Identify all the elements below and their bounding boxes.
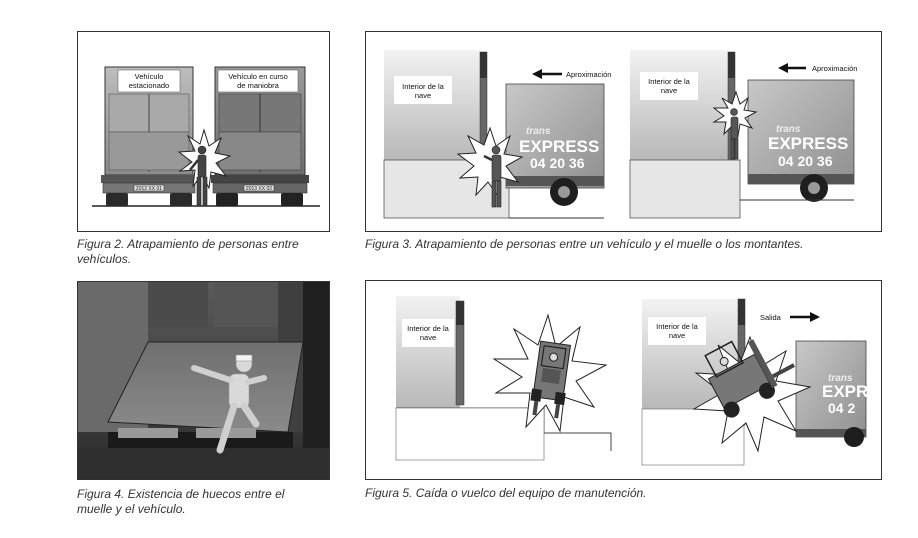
warehouse-wall: [630, 50, 728, 160]
approach-label: Aproximación: [566, 70, 612, 79]
maneuvering-vehicle-label-line2: de maniobra: [237, 81, 279, 90]
fig3-right-panel: [628, 44, 857, 220]
parked-vehicle-label-line1: Vehículo: [134, 72, 164, 81]
approach-label: Aproximación: [812, 64, 858, 73]
figure-2-caption: [77, 237, 335, 267]
interior-label-line1: Interior de la: [407, 324, 449, 333]
interior-label-line1: Interior de la: [648, 77, 690, 86]
figure-4-photo: [77, 281, 330, 480]
truck-brand-big: EXPR: [822, 382, 869, 401]
warehouse-wall: [396, 296, 460, 408]
truck-brand-big: EXPRESS: [519, 137, 600, 156]
figure-2-caption-line2: vehículos.: [77, 252, 132, 266]
maneuvering-vehicle-label-line1: Vehículo en curso: [228, 72, 288, 81]
fig5-right-panel: [642, 299, 868, 465]
truck-brand-small: trans: [776, 124, 801, 135]
plate-right: 2013 XX 02: [245, 186, 273, 192]
truck-number: 04 20 36: [530, 155, 585, 171]
truck-number: 04 20 36: [778, 153, 833, 169]
parked-vehicle-label-line2: estacionado: [128, 81, 170, 90]
exit-label: Salida: [760, 313, 781, 322]
truck-wheel-icon: [844, 427, 864, 447]
interior-label-line2: nave: [419, 333, 437, 342]
truck-box: [506, 84, 604, 188]
interior-label-line2: nave: [414, 91, 432, 100]
figure-4-caption-line1: Figura 4. Existencia de huecos entre el: [77, 487, 285, 501]
figure-4-caption-line2: muelle y el vehículo.: [77, 502, 186, 516]
warehouse-wall: [384, 50, 480, 160]
figure-5-caption: Figura 5. Caída o vuelco del equipo de manutención.: [365, 486, 647, 500]
truck-brand-big: EXPRESS: [768, 134, 849, 153]
truck-brand-small: trans: [828, 373, 853, 384]
figure-2-illustration: [77, 31, 330, 232]
figure-5-illustration: [365, 280, 882, 480]
plate-left: 2012 XX 01: [135, 186, 163, 192]
figure-3-illustration: [365, 31, 882, 232]
figure-2-caption-line1: Figura 2. Atrapamiento de personas entre: [77, 237, 299, 251]
interior-label-line1: Interior de la: [656, 322, 698, 331]
dock-platform: [630, 160, 740, 218]
fig5-left-panel: [396, 296, 611, 460]
figure-3-caption: Figura 3. Atrapamiento de personas entre un vehículo y el muelle o los montantes.: [365, 237, 804, 251]
interior-label-line1: Interior de la: [402, 82, 444, 91]
figure-4-caption: [77, 487, 335, 517]
fig3-left-panel: [380, 44, 611, 220]
interior-label-line2: nave: [660, 86, 678, 95]
truck-number: 04 2: [828, 400, 856, 416]
interior-label-line2: nave: [668, 331, 686, 340]
truck-brand-small: trans: [526, 126, 551, 137]
